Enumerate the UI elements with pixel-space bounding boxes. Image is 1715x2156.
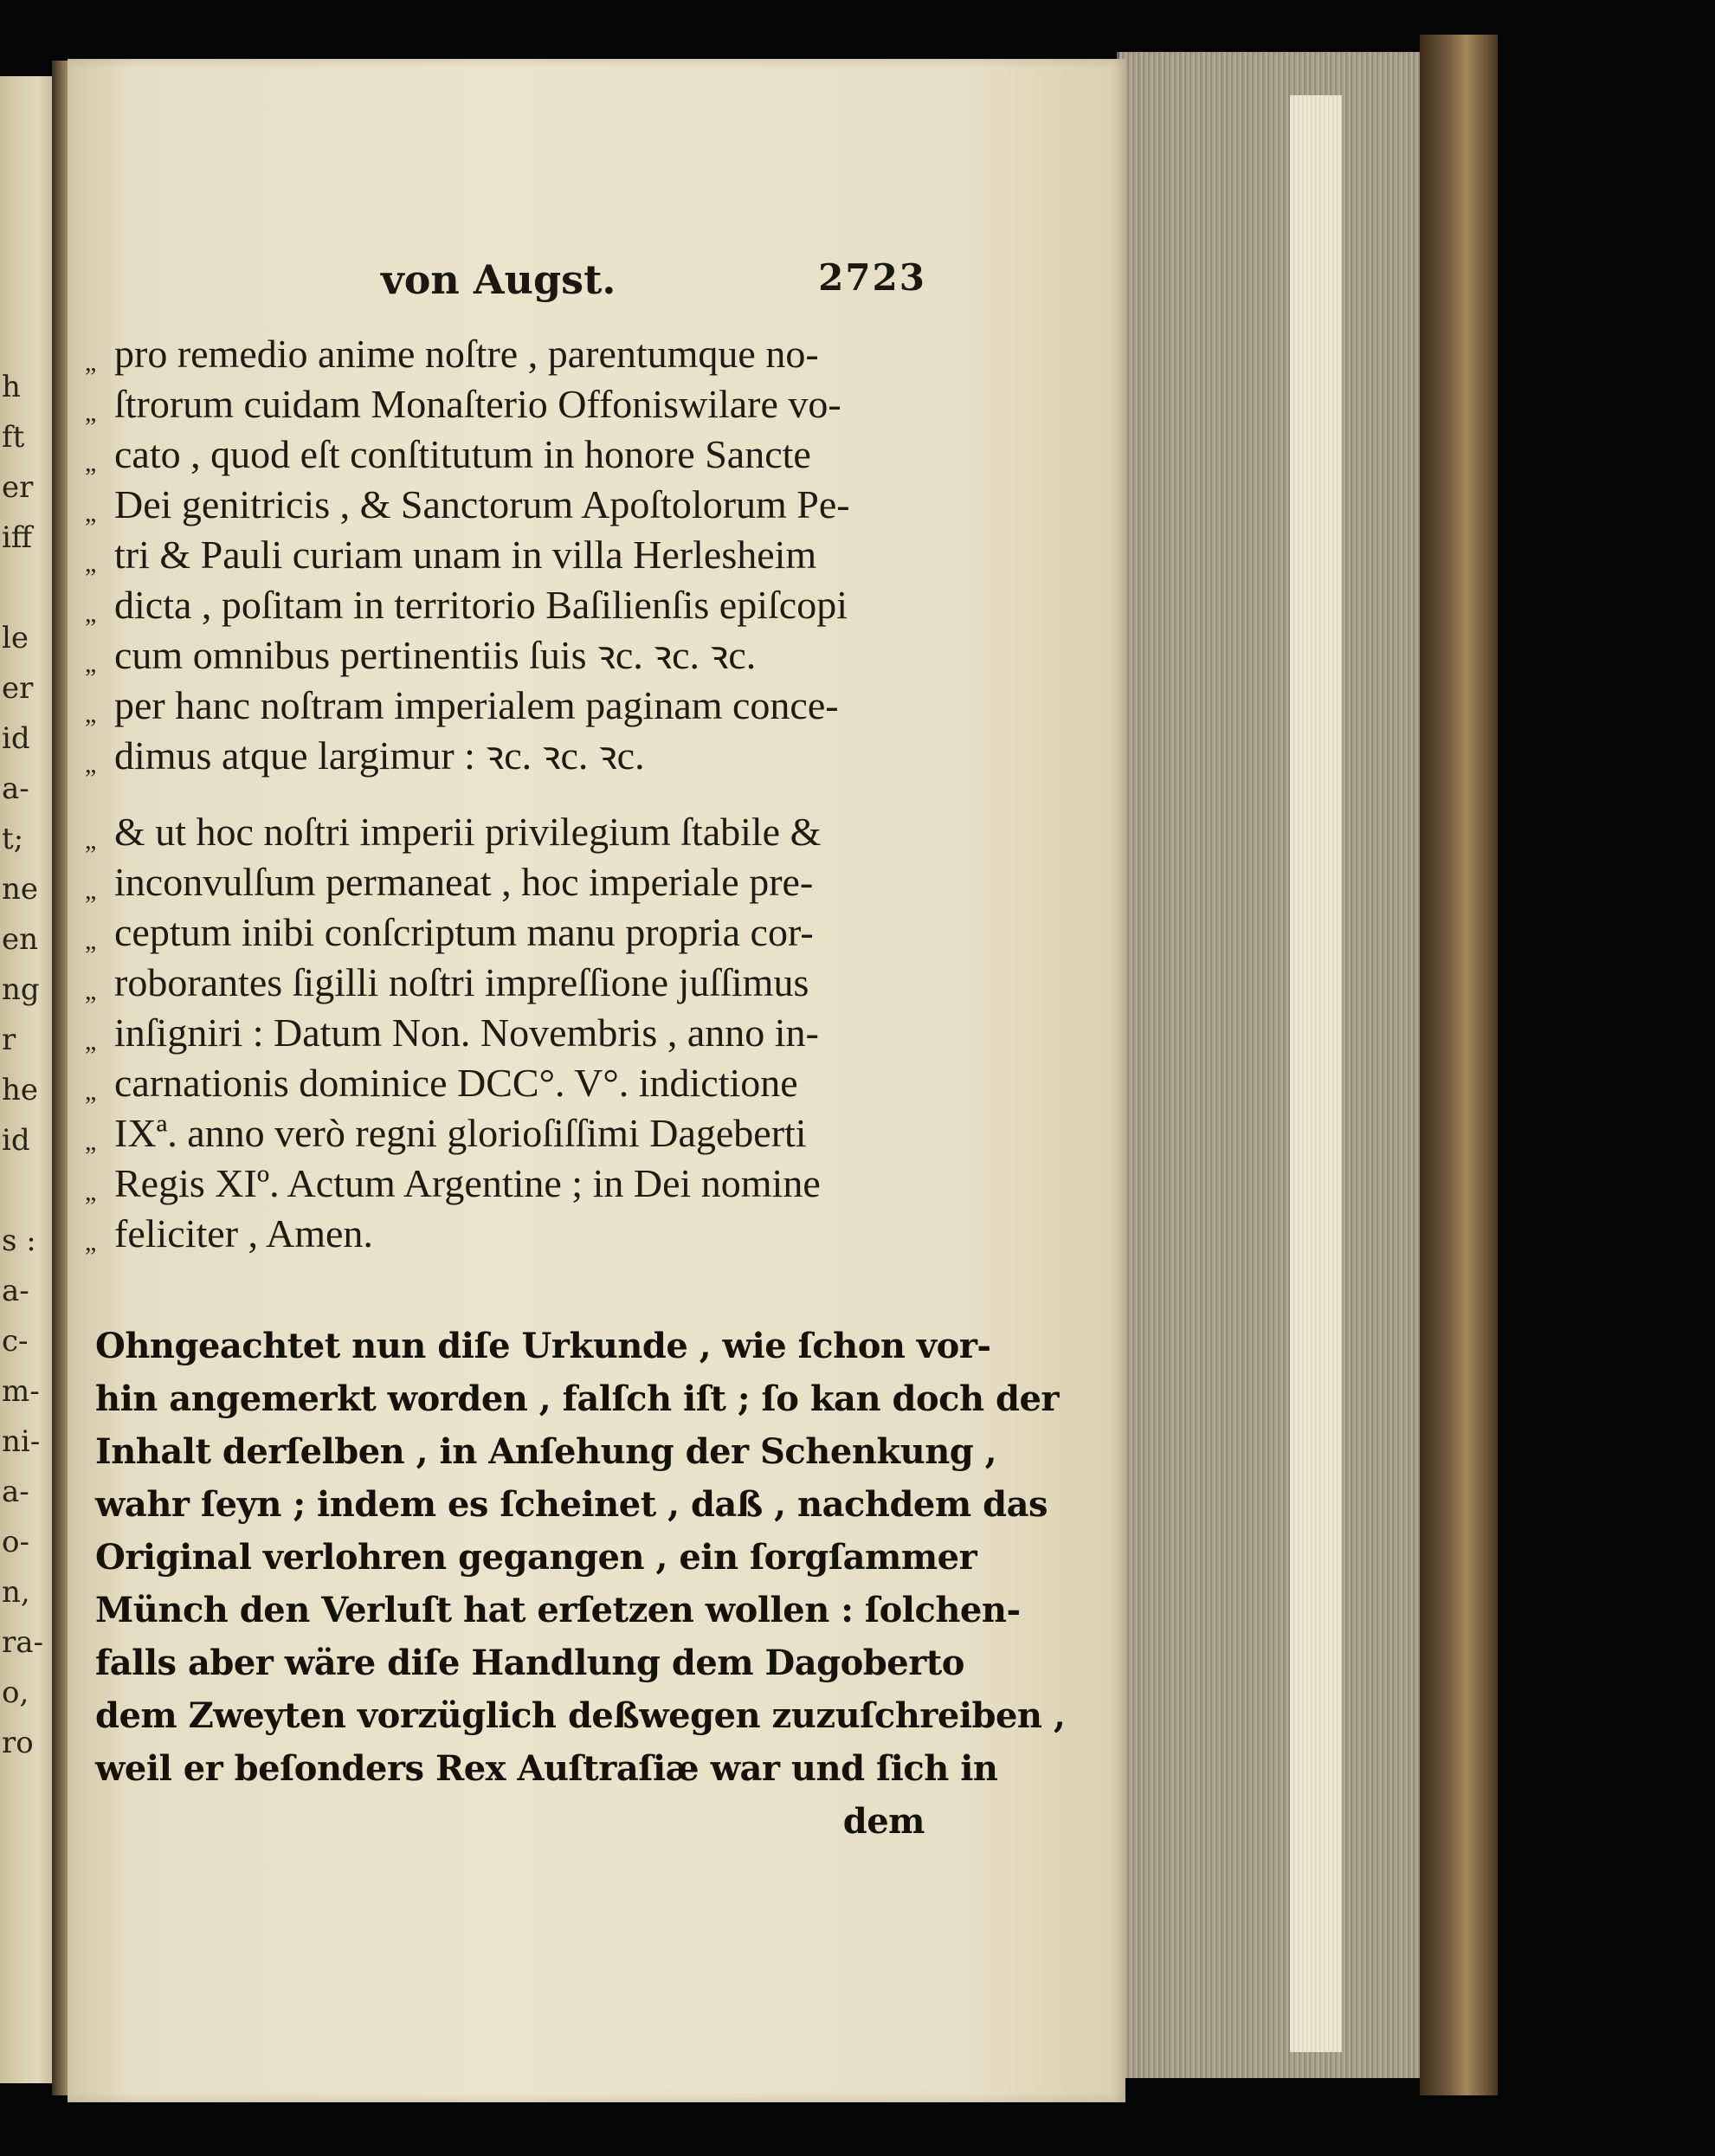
quote-line-text: per hanc noſtram imperialem paginam conce- [114, 683, 839, 727]
page-number: 2723 [818, 256, 926, 299]
quote-line-text: carnationis dominice DCC°. V°. indictione [114, 1061, 798, 1105]
quotation-mark: „ [85, 649, 97, 678]
page-edges [1117, 52, 1431, 2078]
book-cover-edge [1420, 35, 1498, 2095]
quote-line-text: roborantes ſigilli noſtri impreſſione juſſimus [114, 960, 809, 1004]
paragraph-line: Ohngeachtet nun diſe Urkunde , wie ſchon vor- [95, 1326, 991, 1366]
quote-line [85, 429, 933, 480]
facing-page-text-fragments [2, 362, 57, 2007]
facing-page-fragment: iff [2, 520, 33, 555]
quote-line-text: ſtrorum cuidam Monaſterio Offoniswilare vo- [114, 382, 841, 426]
paragraph-line: falls aber wäre diſe Handlung dem Dagoberto [95, 1643, 964, 1683]
quote-line [85, 857, 933, 907]
quotation-mark: „ [85, 398, 97, 427]
quote-line-text: cato , quod eſt conſtitutum in honore Sancte [114, 432, 811, 476]
quote-line-text: inſigniri : Datum Non. Novembris , anno in- [114, 1010, 819, 1055]
quote-line-text: & ut hoc noſtri imperii privilegium ſtabile & [114, 810, 822, 854]
facing-page-fragment [2, 563, 57, 613]
quote-line-text: tri & Pauli curiam unam in villa Herlesheim [114, 533, 817, 577]
quote-line-text: feliciter , Amen. [114, 1211, 373, 1256]
quote-line [85, 379, 933, 429]
quotation-mark: „ [85, 1077, 97, 1106]
quotation-mark: „ [85, 826, 97, 855]
quote-line [85, 807, 933, 857]
facing-page-fragment: s : [2, 1223, 36, 1258]
facing-page-fragment: a- [2, 771, 29, 806]
quotation-mark: „ [85, 499, 97, 527]
quote-line [85, 530, 933, 580]
facing-page-fragment: ft [2, 420, 25, 455]
quotation-mark: „ [85, 700, 97, 728]
facing-page-fragment: ni- [2, 1424, 41, 1459]
running-head: von Augst. [381, 256, 616, 303]
facing-page-fragment: a- [2, 1274, 29, 1308]
quote-line [85, 958, 933, 1008]
paragraph-line: Münch den Verluſt hat erſetzen wollen : ſolchen- [95, 1590, 1021, 1630]
facing-page-fragment [2, 1165, 57, 1216]
latin-quotation-2 [85, 807, 933, 1259]
quote-line-text: dimus atque largimur : ꝛc. ꝛc. ꝛc. [114, 733, 645, 778]
quote-line [85, 1008, 933, 1058]
quote-line [85, 480, 933, 530]
facing-page-fragment: o, [2, 1675, 29, 1710]
fraktur-paragraph [85, 1320, 1066, 1795]
quotation-mark: „ [85, 926, 97, 955]
quote-line-text: dicta , poſitam in territorio Baſilienſis epiſcopi [114, 583, 848, 627]
quote-line [85, 1058, 933, 1108]
quote-line [85, 329, 933, 379]
facing-page-fragment: a- [2, 1475, 29, 1509]
quotation-mark: „ [85, 549, 97, 578]
facing-page-fragment: c- [2, 1324, 29, 1359]
facing-page-fragment: ra- [2, 1625, 44, 1660]
quotation-mark: „ [85, 977, 97, 1005]
page-header [381, 256, 926, 317]
quote-line-text: IXª. anno verò regni glorioſiſſimi Dageberti [114, 1111, 807, 1155]
quote-line-text: inconvulſum permaneat , hoc imperiale pre- [114, 860, 814, 904]
facing-page-fragment: he [2, 1073, 39, 1107]
facing-page-fragment: ne [2, 872, 39, 907]
quote-line [85, 1159, 933, 1209]
facing-page-fragment: id [2, 1123, 30, 1158]
facing-page-fragment: t; [2, 822, 24, 856]
quotation-mark: „ [85, 599, 97, 628]
facing-page-fragment: le [2, 621, 29, 655]
quote-line [85, 630, 933, 681]
quotation-mark: „ [85, 348, 97, 377]
quote-line [85, 1108, 933, 1159]
facing-page-fragment: en [2, 922, 39, 957]
quotation-mark: „ [85, 1027, 97, 1055]
quote-line [85, 681, 933, 731]
quotation-mark: „ [85, 750, 97, 778]
quote-line-text: Dei genitricis , & Sanctorum Apoſtolorum Pe- [114, 482, 850, 526]
quote-line-text: cum omnibus pertinentiis ſuis ꝛc. ꝛc. ꝛc. [114, 633, 757, 677]
page-edges-highlight [1290, 95, 1342, 2052]
catchword: dem [842, 1801, 925, 1842]
quotation-mark: „ [85, 876, 97, 905]
quote-line [85, 1209, 933, 1259]
facing-page-fragment: ro [2, 1726, 34, 1760]
facing-page-fragment: o- [2, 1525, 29, 1559]
paragraph-line: Inhalt derſelben , in Anſehung der Schenkung , [95, 1431, 997, 1472]
facing-page-fragment: id [2, 721, 30, 756]
facing-page-fragment: m- [2, 1374, 40, 1409]
facing-page-fragment: ng [2, 972, 40, 1007]
facing-page-fragment: r [2, 1023, 16, 1057]
quote-line [85, 580, 933, 630]
paragraph-line: wahr ſeyn ; indem es ſcheinet , daß , nachdem das [95, 1484, 1048, 1525]
quotation-mark: „ [85, 1127, 97, 1156]
facing-page-fragment: er [2, 470, 34, 505]
quote-line-text: ceptum inibi conſcriptum manu propria cor- [114, 910, 814, 954]
paragraph-line: dem Zweyten vorzüglich deßwegen zuzuſchreiben , [95, 1695, 1066, 1736]
quotation-mark: „ [85, 1228, 97, 1256]
quotation-mark: „ [85, 449, 97, 477]
facing-page-fragment: n, [2, 1575, 30, 1610]
quote-line-text: pro remedio anime noſtre , parentumque no- [114, 332, 819, 376]
quote-line [85, 731, 933, 781]
latin-quotation-1 [85, 329, 933, 781]
facing-page-fragment: h [2, 370, 21, 404]
facing-page-fragment: er [2, 671, 34, 706]
paragraph-line: weil er beſonders Rex Auſtraſiæ war und ſich in [95, 1748, 998, 1789]
paragraph-line: Original verlohren gegangen , ein ſorgſammer [95, 1537, 977, 1578]
quotation-mark: „ [85, 1178, 97, 1206]
quote-line-text: Regis XIº. Actum Argentine ; in Dei nomine [114, 1161, 821, 1205]
paragraph-line: hin angemerkt worden , falſch iſt ; ſo kan doch der [95, 1378, 1059, 1419]
quote-line [85, 907, 933, 958]
page-body [85, 329, 1066, 1848]
